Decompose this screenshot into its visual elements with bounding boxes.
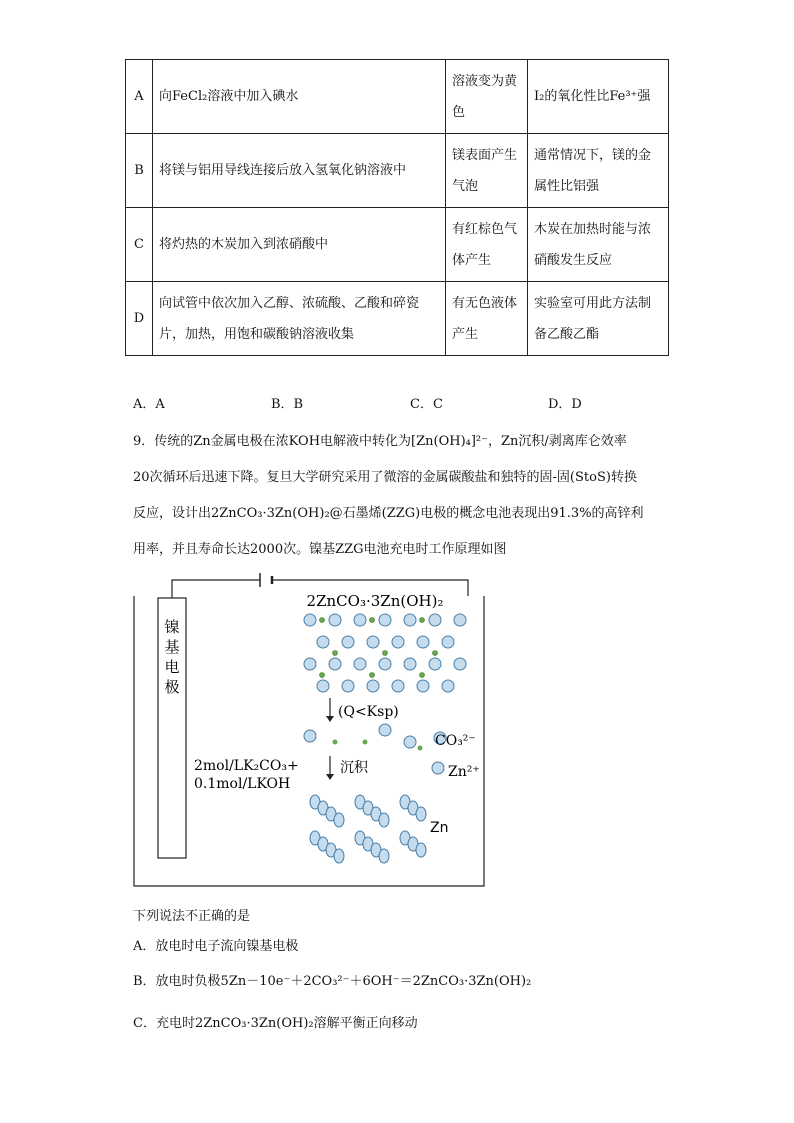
zn-deposit [310, 795, 426, 863]
q9-stem-line2: 20次循环后迅速下降。复旦大学研究采用了微溶的金属碳酸盐和独特的固-固(StoS)转换 [133, 470, 637, 485]
q9-option-c[interactable]: C．充电时2ZnCO₃·3Zn(OH)₂溶解平衡正向移动 [133, 1016, 418, 1031]
table-row [126, 60, 669, 134]
phenomenon-cell: 有无色液体产生 [446, 282, 528, 356]
operation-cell: 向试管中依次加入乙醇、浓硫酸、乙酸和碎瓷片，加热，用饱和碳酸钠溶液收集 [153, 282, 446, 356]
operation-cell: 将灼热的木炭加入到浓硝酸中 [153, 208, 446, 282]
row-label: A [126, 60, 153, 134]
conclusion-cell: 实验室可用此方法制备乙酸乙酯 [528, 282, 669, 356]
q-ksp-label: (Q<Ksp) [338, 704, 399, 720]
electrolyte-line2: 0.1mol/LKOH [194, 776, 291, 792]
phenomenon-cell: 镁表面产生气泡 [446, 134, 528, 208]
q8-options [133, 393, 693, 413]
option-a[interactable]: A．A [133, 397, 165, 412]
co3-label: CO₃²⁻ [435, 733, 476, 749]
q9-stem-line1: 9．传统的Zn金属电极在浓KOH电解液中转化为[Zn(OH)₄]²⁻，Zn沉积/剥离库仑效率 [133, 434, 627, 449]
phenomenon-cell: 有红棕色气体产生 [446, 208, 528, 282]
q9-stem-line3: 反应，设计出2ZnCO₃·3Zn(OH)₂@石墨烯(ZZG)电极的概念电池表现出91.3%的高锌利 [133, 506, 644, 521]
operation-cell: 将镁与铝用导线连接后放入氢氧化钠溶液中 [153, 134, 446, 208]
row-label: D [126, 282, 153, 356]
table-row [126, 208, 669, 282]
compound-label: 2ZnCO₃·3Zn(OH)₂ [306, 592, 444, 610]
deposit-label: 沉积 [340, 760, 368, 776]
row-label: B [126, 134, 153, 208]
q9-option-a[interactable]: A．放电时电子流向镍基电极 [133, 939, 299, 954]
zn-label: Zn [430, 820, 449, 836]
conclusion-cell: 通常情况下，镁的金属性比铝强 [528, 134, 669, 208]
table-row [126, 282, 669, 356]
battery-diagram [130, 570, 490, 890]
operation-cell: 向FeCl₂溶液中加入碘水 [153, 60, 446, 134]
q9-option-b[interactable]: B．放电时负极5Zn－10e⁻＋2CO₃²⁻＋6OH⁻＝2ZnCO₃·3Zn(OH)₂ [133, 974, 532, 989]
q9-question: 下列说法不正确的是 [133, 909, 251, 924]
row-label: C [126, 208, 153, 282]
experiment-table [125, 59, 669, 356]
electrolyte-line1: 2mol/LK₂CO₃+ [194, 758, 299, 774]
electrode-label-4: 极 [164, 678, 180, 696]
table-row [126, 134, 669, 208]
option-b[interactable]: B．B [271, 397, 304, 412]
conclusion-cell: 木炭在加热时能与浓硝酸发生反应 [528, 208, 669, 282]
phenomenon-cell: 溶液变为黄色 [446, 60, 528, 134]
electrode-label-3: 电 [164, 658, 180, 676]
option-d[interactable]: D．D [548, 397, 582, 412]
electrode-label-2: 基 [164, 638, 180, 656]
zn2-label: Zn²⁺ [448, 764, 480, 780]
conclusion-cell: I₂的氧化性比Fe³⁺强 [528, 60, 669, 134]
q9-stem-line4: 用率，并且寿命长达2000次。镍基ZZG电池充电时工作原理如图 [133, 542, 507, 557]
option-c[interactable]: C．C [410, 397, 443, 412]
electrode-label-1: 镍 [164, 618, 180, 636]
